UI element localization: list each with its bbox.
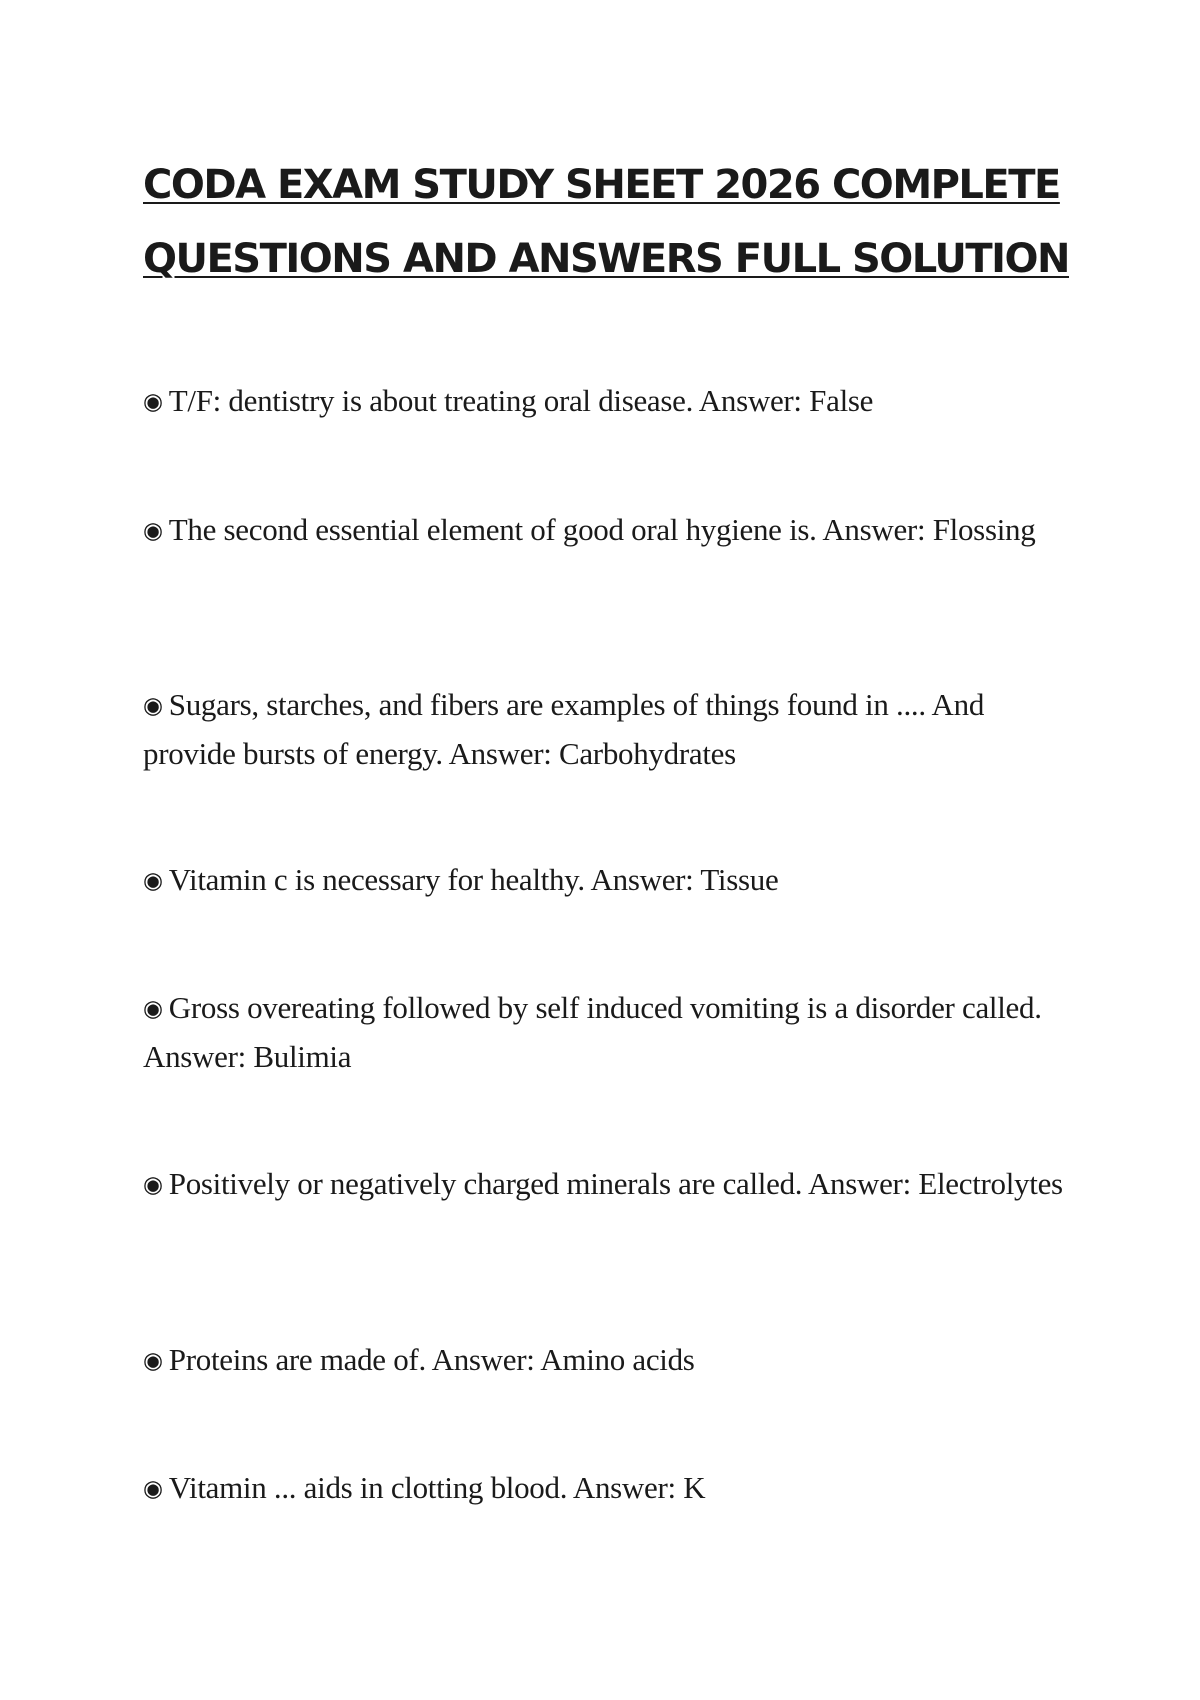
qa-item: [143, 1161, 1083, 1210]
qa-item: [143, 1465, 1083, 1514]
title-line-2: QUESTIONS AND ANSWERS FULL SOLUTION: [143, 236, 1069, 282]
qa-item: [143, 985, 1083, 1079]
qa-item: [143, 507, 1083, 556]
bullet-icon: ◉: [143, 1476, 163, 1502]
bullet-icon: ◉: [143, 518, 163, 544]
qa-text: Proteins are made of. Answer: Amino acids: [168, 1342, 695, 1377]
qa-text: Positively or negatively charged minerals are called. Answer: Electrolytes: [168, 1166, 1063, 1201]
qa-text: Sugars, starches, and fibers are examples of things found in .... And provide bursts of energy. Answer: Carbohydrates: [143, 687, 985, 771]
qa-item: [143, 857, 1083, 906]
bullet-icon: ◉: [143, 693, 163, 719]
bullet-icon: ◉: [143, 868, 163, 894]
qa-text: T/F: dentistry is about treating oral disease. Answer: False: [168, 383, 874, 418]
qa-item: [143, 682, 1083, 776]
bullet-icon: ◉: [143, 389, 163, 415]
qa-item: [143, 378, 1083, 427]
title-line-1: CODA EXAM STUDY SHEET 2026 COMPLETE: [143, 162, 1060, 208]
bullet-icon: ◉: [143, 1172, 163, 1198]
qa-text: Gross overeating followed by self induced vomiting is a disorder called. Answer: Bulimia: [143, 990, 1042, 1074]
qa-text: Vitamin c is necessary for healthy. Answer: Tissue: [168, 862, 779, 897]
bullet-icon: ◉: [143, 996, 163, 1022]
page-title: [143, 148, 1083, 296]
qa-item: [143, 1337, 1083, 1386]
qa-text: Vitamin ... aids in clotting blood. Answer: K: [168, 1470, 706, 1505]
qa-text: The second essential element of good oral hygiene is. Answer: Flossing: [168, 512, 1036, 547]
bullet-icon: ◉: [143, 1348, 163, 1374]
